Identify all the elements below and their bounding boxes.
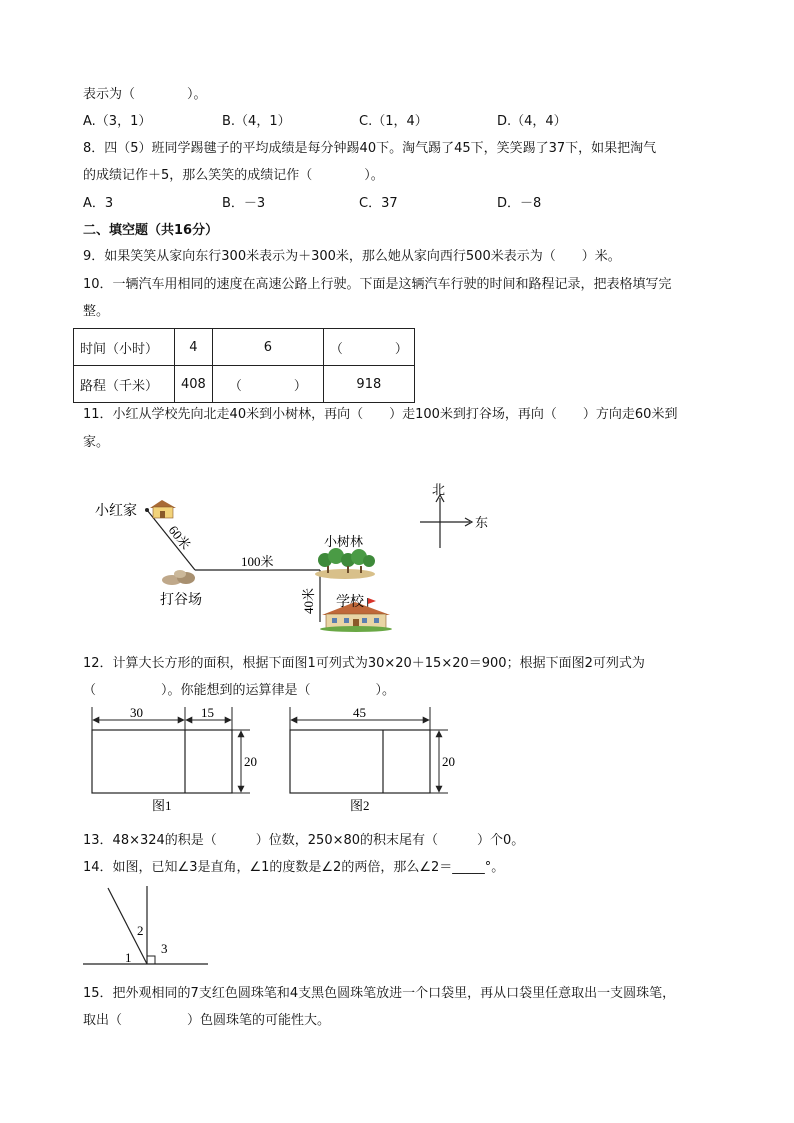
label-school: 学校 xyxy=(336,595,364,610)
fig1-width-30: 30 xyxy=(130,705,143,720)
figure-2 xyxy=(290,705,455,813)
q12-line1: 12．计算大长方形的面积，根据下面图1可列式为30×20＋15×20＝900；根据下面图2可列式为 xyxy=(83,656,645,671)
q7-option-b: B.（4，1） xyxy=(222,114,291,129)
q8-line2: 的成绩记作＋5，那么笑笑的成绩记作（ ）。 xyxy=(83,168,384,183)
table-cell-blank: （ ） xyxy=(212,366,323,403)
table-cell: 6 xyxy=(212,329,323,366)
fig1-width-15: 15 xyxy=(201,705,214,720)
q8-option-a: A．3 xyxy=(83,196,114,211)
figure-1 xyxy=(92,705,257,813)
angle-1-label: 1 xyxy=(125,950,132,965)
q10-line2: 整。 xyxy=(83,304,110,319)
right-angle-mark xyxy=(147,956,155,964)
table-row xyxy=(74,366,415,403)
table-cell: 408 xyxy=(175,366,213,403)
label-seg-home-field: 60米 xyxy=(165,522,194,553)
label-home: 小红家 xyxy=(95,504,137,519)
q8-option-c: C．37 xyxy=(359,196,398,211)
table-cell: 路程（千米） xyxy=(74,366,175,403)
q15-line1: 15．把外观相同的7支红色圆珠笔和4支黑色圆珠笔放进一个口袋里，再从口袋里任意取出一支圆珠笔， xyxy=(83,986,676,1001)
q7-option-a: A.（3，1） xyxy=(83,114,152,129)
label-seg-field-grove: 100米 xyxy=(241,554,274,569)
fig1-height: 20 xyxy=(244,754,257,769)
q7-option-c: C.（1，4） xyxy=(359,114,428,129)
trees-icon xyxy=(315,548,375,579)
fig2-width-45: 45 xyxy=(353,705,366,720)
q11-line1: 11．小红从学校先向北走40米到小树林，再向（ ）走100米到打谷场，再向（ ）方向走60米到 xyxy=(83,407,678,422)
label-grove: 小树林 xyxy=(324,534,364,549)
q7-tail: 表示为（ ）。 xyxy=(83,87,207,102)
q8-option-b: B．－3 xyxy=(222,196,266,211)
q9-text: 9．如果笑笑从家向东行300米表示为＋300米，那么她从家向西行500米表示为（ ）米。 xyxy=(83,249,621,264)
table-cell: 918 xyxy=(323,366,414,403)
q13-text: 13．48×324的积是（ ）位数，250×80的积末尾有（ ）个0。 xyxy=(83,833,525,848)
angle-3-label: 3 xyxy=(161,941,168,956)
angle-figure xyxy=(0,880,220,970)
q11-line2: 家。 xyxy=(83,435,110,450)
fig1-caption: 图1 xyxy=(152,798,172,813)
compass xyxy=(420,495,472,548)
q8-option-d: D．－8 xyxy=(497,196,542,211)
fig2-caption: 图2 xyxy=(350,798,370,813)
label-seg-grove-school: 40米 xyxy=(301,587,316,614)
q15-line2: 取出（ ）色圆珠笔的可能性大。 xyxy=(83,1013,331,1028)
q10-line1: 10．一辆汽车用相同的速度在高速公路上行驶。下面是这辆汽车行驶的时间和路程记录，把表格填写完 xyxy=(83,277,672,292)
q14-text: 14．如图，已知∠3是直角，∠1的度数是∠2的两倍，那么∠2＝_____°。 xyxy=(83,860,505,875)
table-row xyxy=(74,329,415,366)
rectangle-figures xyxy=(0,700,500,815)
table-cell-blank: （ ） xyxy=(323,329,414,366)
angle-2-label: 2 xyxy=(137,923,144,938)
label-field: 打谷场 xyxy=(160,593,202,608)
table-cell: 4 xyxy=(175,329,213,366)
time-distance-table xyxy=(73,328,415,403)
q7-option-d: D.（4，4） xyxy=(497,114,567,129)
fig2-height: 20 xyxy=(442,754,455,769)
label-north: 北 xyxy=(432,482,446,497)
stones-icon xyxy=(162,570,195,585)
house-icon xyxy=(150,500,176,518)
section-title: 二、填空题（共16分） xyxy=(83,223,219,238)
table-cell: 时间（小时） xyxy=(74,329,175,366)
route-map xyxy=(0,470,560,640)
q12-line2: （ ）。你能想到的运算律是（ ）。 xyxy=(83,683,396,698)
label-east: 东 xyxy=(475,515,489,530)
q8-line1: 8．四（5）班同学踢毽子的平均成绩是每分钟踢40下。淘气踢了45下，笑笑踢了37下，如果把淘气 xyxy=(83,141,657,156)
